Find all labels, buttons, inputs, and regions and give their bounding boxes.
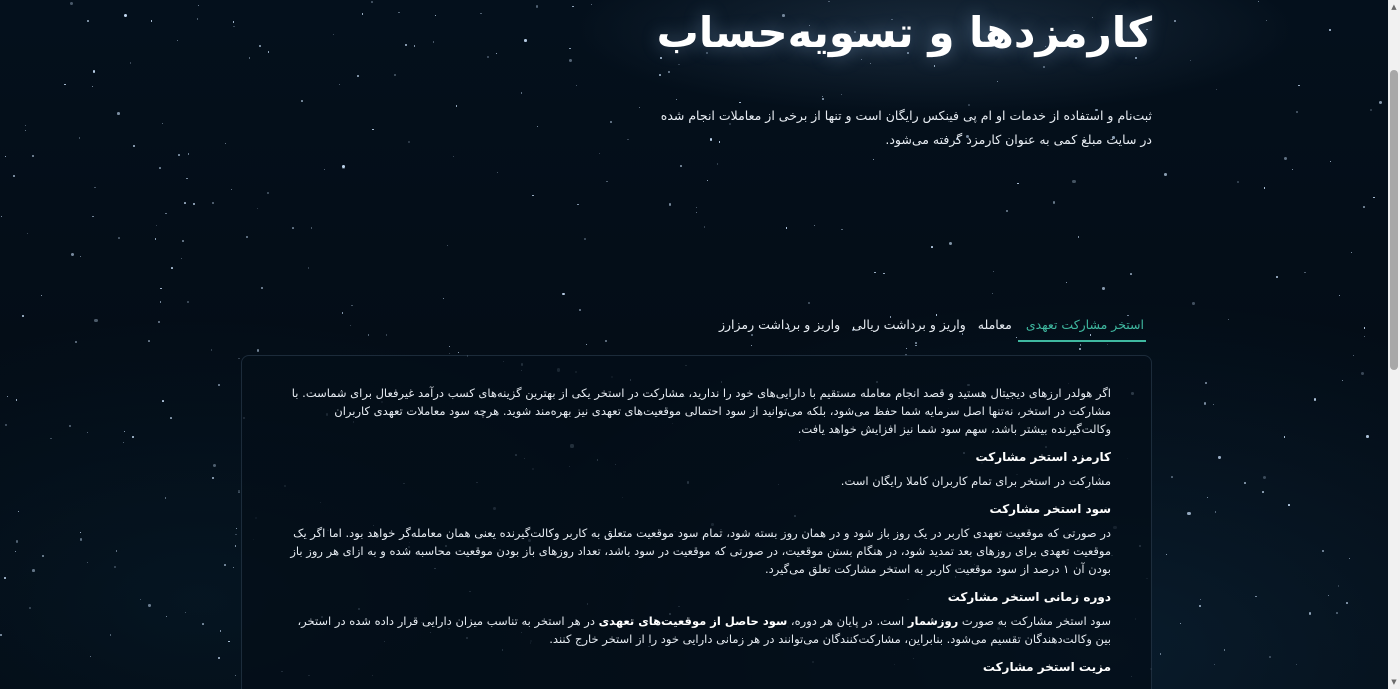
star — [130, 62, 132, 64]
star — [25, 130, 26, 131]
period-bold-profit: سود حاصل از موقعیت‌های تعهدی — [598, 614, 788, 628]
star — [368, 334, 370, 336]
star — [1017, 183, 1019, 185]
star — [218, 384, 220, 386]
star — [997, 81, 998, 82]
star — [87, 432, 89, 434]
star — [1292, 169, 1293, 170]
star — [717, 163, 718, 164]
star — [235, 534, 236, 535]
star — [27, 233, 28, 234]
star — [151, 20, 152, 21]
star — [202, 623, 204, 625]
star — [1363, 206, 1365, 208]
star — [447, 245, 448, 246]
star — [599, 153, 600, 154]
star — [267, 192, 269, 194]
star — [185, 612, 187, 614]
star — [350, 325, 351, 326]
star — [165, 497, 167, 499]
star — [16, 399, 17, 400]
pool-intro-paragraph: اگر هولدر ارزهای دیجیتال هستید و قصد انجام معامله مستقیم با دارایی‌های خود را ندارید، مشارکت در استخر یکی از بهترین گزینه‌های کسب درآمد غیرفعال برای شماست. با مشارکت در استخر، نه‌تنها اصل سرمایه شما حفظ می‌شود، بلکه می‌توانید از سود احتمالی موقعیت‌های تعهدی نیز بهره‌مند شوید. هرچه سود معاملات تعهدی کاربران وکالت‌گیرنده بیشتر باشد، سهم سود شما نیز افزایش خواهد یافت. — [291, 386, 1111, 436]
star — [696, 207, 697, 208]
star — [874, 272, 876, 274]
star — [524, 39, 527, 42]
star — [259, 45, 261, 47]
star — [497, 172, 498, 173]
star — [181, 258, 183, 260]
star — [1174, 20, 1176, 22]
star — [435, 15, 437, 17]
star — [148, 340, 150, 342]
star — [386, 334, 387, 335]
star — [1080, 344, 1082, 346]
star — [357, 75, 359, 77]
scrollbar-thumb[interactable] — [1390, 70, 1398, 370]
star — [182, 240, 184, 242]
star — [79, 137, 80, 138]
star — [301, 100, 303, 102]
star — [1216, 89, 1217, 90]
star — [1366, 435, 1369, 438]
star — [220, 630, 221, 631]
star — [814, 225, 815, 226]
fee-section-text: مشارکت در استخر برای تمام کاربران کاملا رایگان است. — [840, 474, 1111, 488]
profit-section-title: سود استخر مشارکت — [989, 502, 1111, 516]
star — [87, 562, 88, 563]
star — [822, 98, 824, 100]
star — [1180, 623, 1181, 624]
star — [433, 41, 434, 42]
star — [496, 53, 497, 54]
star — [94, 319, 97, 322]
star — [249, 57, 250, 58]
star — [931, 246, 933, 248]
star — [80, 538, 82, 540]
star — [1309, 612, 1312, 615]
star — [132, 436, 134, 438]
star — [184, 202, 186, 204]
period-text-a: سود استخر مشارکت به صورت — [958, 614, 1111, 628]
star — [197, 18, 199, 20]
star — [80, 256, 81, 257]
star — [117, 112, 120, 115]
profit-section-text: در صورتی که موقعیت تعهدی کاربر در یک روز باز شود و در همان روز بسته شود، تمام سود موقعیت متعلق به کاربر وکالت‌گیرنده یعنی همان معامله‌گر خواهد بود. اما اگر یک موقعیت تعهدی برای روزهای بعد تمدید شود، در هنگام بستن موقعیت، در صورتی که موقعیت در سود باشد، تعداد روزهای باز بودن موقعیت محاسبه شده و به ازای هر روز باز بودن آن ۱ درصد از سود موقعیت کاربر به استخر مشارکت تعلق می‌گیرد. — [290, 526, 1111, 576]
star — [1066, 282, 1067, 283]
star — [443, 298, 444, 299]
fee-section-title: کارمزد استخر مشارکت — [975, 450, 1111, 464]
star — [110, 634, 111, 635]
star — [678, 64, 680, 66]
scroll-down-icon[interactable]: ▼ — [1391, 678, 1397, 686]
star — [261, 287, 263, 289]
star — [225, 143, 226, 144]
star — [1224, 649, 1226, 651]
tab-staking-pool[interactable]: استخر مشارکت تعهدی — [1018, 314, 1146, 342]
star — [808, 302, 809, 303]
star — [186, 178, 188, 180]
intro-text — [632, 104, 1152, 152]
intro-line-1: ثبت‌نام و استفاده از خدمات او ام پی فینکس رایگان است و تنها از برخی از معاملات انجام شده — [660, 108, 1152, 123]
star — [1228, 319, 1230, 321]
star — [311, 227, 312, 228]
star — [32, 569, 35, 572]
star — [1361, 372, 1364, 375]
tab-content-card — [241, 355, 1152, 689]
star — [1164, 173, 1167, 176]
star — [1296, 664, 1297, 665]
star — [1314, 398, 1317, 401]
star — [1264, 187, 1265, 188]
star — [80, 532, 81, 533]
star — [1338, 585, 1339, 586]
star — [1322, 550, 1324, 552]
star — [739, 102, 740, 103]
star — [1284, 157, 1287, 160]
star — [1276, 276, 1278, 278]
star — [69, 425, 71, 427]
star — [408, 141, 410, 143]
star — [870, 63, 871, 64]
star — [1284, 436, 1285, 437]
star — [92, 86, 93, 87]
star — [1078, 236, 1079, 237]
star — [449, 346, 450, 347]
star — [1200, 599, 1202, 601]
star — [235, 675, 236, 676]
star — [398, 12, 400, 14]
star — [351, 305, 353, 307]
star — [1304, 272, 1306, 274]
star — [569, 59, 572, 62]
tab-rial-deposit-withdraw[interactable]: واریز و برداشت ریالی — [852, 317, 966, 332]
star — [64, 84, 65, 85]
star — [123, 442, 125, 444]
star — [1213, 404, 1214, 405]
star — [90, 656, 91, 657]
star — [704, 226, 705, 227]
tab-crypto-deposit-withdraw[interactable]: واریز و برداشت رمزارز — [718, 317, 841, 332]
star — [333, 34, 335, 36]
star — [4, 577, 6, 579]
star — [257, 349, 259, 351]
star — [668, 71, 670, 73]
star — [339, 84, 340, 85]
star — [187, 301, 189, 303]
star — [7, 396, 8, 397]
star — [584, 238, 586, 240]
star — [235, 545, 237, 547]
star — [627, 139, 628, 140]
star — [1296, 111, 1297, 112]
star — [1102, 287, 1105, 290]
star — [1187, 512, 1190, 515]
star — [610, 121, 612, 123]
star — [453, 156, 454, 157]
star — [1215, 511, 1216, 512]
star — [75, 341, 78, 344]
star — [233, 26, 235, 28]
star — [198, 5, 199, 6]
star — [371, 1, 373, 3]
star — [1204, 402, 1207, 405]
star — [605, 340, 607, 342]
star — [1330, 161, 1331, 162]
star — [659, 74, 661, 76]
star — [414, 45, 415, 46]
star — [532, 195, 533, 196]
star — [162, 123, 163, 124]
star — [16, 540, 19, 543]
star — [1072, 180, 1075, 183]
fee-tabs — [713, 314, 1146, 344]
star — [342, 312, 344, 314]
star — [562, 293, 564, 295]
star — [94, 187, 96, 189]
star — [213, 464, 216, 467]
star — [841, 229, 843, 231]
star — [1237, 181, 1239, 183]
page-scrollbar[interactable] — [1388, 0, 1400, 689]
star — [841, 94, 842, 95]
star — [786, 227, 787, 228]
star — [669, 203, 671, 205]
star — [116, 550, 118, 552]
star — [883, 273, 884, 274]
star — [118, 237, 120, 239]
star — [308, 267, 309, 268]
star — [29, 607, 31, 609]
star — [1043, 66, 1045, 68]
star — [166, 616, 167, 617]
star — [13, 175, 15, 177]
star — [178, 154, 180, 156]
star — [1329, 29, 1331, 31]
star — [822, 96, 823, 97]
star — [233, 567, 234, 568]
star — [1370, 109, 1372, 111]
star — [521, 92, 523, 94]
star — [569, 48, 570, 49]
star — [577, 204, 578, 205]
star — [579, 309, 581, 311]
star — [342, 165, 345, 168]
star — [1298, 85, 1300, 87]
star — [257, 208, 258, 209]
star — [1269, 656, 1271, 658]
star — [536, 5, 539, 8]
star — [1171, 476, 1173, 478]
star — [1190, 60, 1191, 61]
star — [1207, 497, 1208, 498]
star — [1364, 336, 1365, 337]
star — [576, 85, 577, 86]
star — [238, 492, 239, 493]
star — [0, 634, 2, 636]
star — [696, 212, 697, 213]
star — [372, 129, 373, 130]
period-section-title: دوره زمانی استخر مشارکت — [947, 590, 1111, 604]
star — [906, 348, 907, 349]
star — [1244, 482, 1245, 483]
star — [487, 56, 489, 58]
star — [158, 321, 160, 323]
star — [148, 604, 150, 606]
star — [1130, 273, 1132, 275]
star — [1214, 664, 1215, 665]
star — [188, 153, 190, 155]
star — [1346, 602, 1348, 604]
star — [1166, 554, 1167, 555]
star — [1262, 491, 1264, 493]
star — [22, 315, 24, 317]
star — [1, 216, 2, 217]
star — [233, 21, 234, 22]
star — [159, 167, 161, 169]
star — [25, 125, 26, 126]
star — [292, 227, 294, 229]
star — [160, 288, 161, 289]
star — [1379, 101, 1382, 104]
star — [449, 353, 450, 354]
star — [71, 253, 74, 256]
star — [572, 6, 573, 7]
star — [1006, 210, 1007, 211]
tab-trade[interactable]: معامله — [977, 317, 1012, 332]
period-section-text — [282, 612, 1111, 648]
star — [1192, 302, 1195, 305]
star — [394, 74, 396, 76]
star — [676, 99, 677, 100]
star — [114, 566, 116, 568]
star — [1328, 595, 1329, 596]
star — [218, 657, 220, 659]
star — [170, 417, 172, 419]
star — [1351, 252, 1352, 253]
star — [224, 564, 226, 566]
star — [1263, 476, 1266, 479]
star — [124, 14, 127, 17]
star — [50, 438, 52, 440]
benefit-section-title: مزیت استخر مشارکت — [982, 660, 1111, 674]
star — [177, 40, 178, 41]
star — [193, 203, 194, 204]
star — [1373, 197, 1375, 199]
star — [993, 271, 994, 272]
star — [1205, 382, 1207, 384]
star — [231, 189, 232, 190]
star — [140, 599, 141, 600]
star — [155, 238, 157, 240]
star — [480, 13, 482, 15]
star — [212, 202, 214, 204]
star — [1266, 20, 1268, 22]
star — [586, 344, 587, 345]
scroll-up-icon[interactable]: ▲ — [1391, 3, 1397, 11]
star — [707, 180, 708, 181]
star — [238, 358, 240, 360]
star — [1364, 327, 1365, 328]
star — [537, 126, 538, 127]
star — [1160, 653, 1162, 655]
star — [873, 159, 874, 160]
star — [165, 213, 167, 215]
star — [42, 555, 44, 557]
star — [32, 155, 34, 157]
star — [211, 349, 212, 350]
star — [5, 424, 6, 425]
star — [606, 181, 607, 182]
star — [1053, 201, 1056, 204]
period-bold-daily: روزشمار — [907, 614, 959, 628]
star — [992, 293, 993, 294]
star — [751, 345, 752, 346]
star — [1353, 355, 1354, 356]
star — [934, 65, 936, 67]
star — [1218, 456, 1220, 458]
star — [405, 44, 406, 45]
star — [456, 105, 458, 107]
star — [1288, 504, 1290, 506]
star — [5, 156, 7, 158]
star — [1199, 605, 1201, 607]
star — [268, 51, 270, 53]
page-title: کارمزدها و تسویه‌حساب — [656, 8, 1152, 57]
star — [87, 20, 89, 22]
star — [949, 242, 952, 245]
star — [15, 551, 16, 552]
star — [1258, 1, 1259, 2]
star — [18, 511, 19, 512]
star — [458, 352, 459, 353]
star — [236, 528, 237, 529]
star — [680, 165, 682, 167]
star — [156, 225, 157, 226]
star — [171, 267, 173, 269]
star — [246, 236, 248, 238]
star — [93, 70, 96, 73]
star — [1079, 348, 1080, 349]
star — [324, 169, 326, 171]
star — [1255, 596, 1257, 598]
star — [591, 4, 592, 5]
star — [362, 13, 363, 14]
star — [41, 295, 42, 296]
star — [828, 1, 829, 2]
star — [228, 641, 230, 643]
star — [861, 59, 862, 60]
star — [133, 145, 135, 147]
star — [70, 2, 73, 5]
star — [162, 400, 164, 402]
period-text-c: در هر استخر به تناسب میزان دارایی قرار داده شده در استخر، بین وکالت‌دهندگان تقسیم می‌شود. بنابراین، مشارکت‌کنندگان می‌توانند در هر زمانی دارایی خود را از استخر خارج کنند. — [297, 614, 1111, 646]
star — [1349, 558, 1350, 559]
period-text-b: است. در پایان هر دوره، — [787, 614, 908, 628]
star — [124, 431, 126, 433]
star — [1336, 612, 1338, 614]
star — [915, 345, 916, 346]
star — [1342, 380, 1343, 381]
star — [92, 216, 94, 218]
star — [212, 477, 214, 479]
star — [1339, 295, 1340, 296]
star — [160, 301, 161, 302]
intro-line-2: در سایت مبلغ کمی به عنوان کارمزد گرفته می‌شود. — [885, 132, 1152, 147]
